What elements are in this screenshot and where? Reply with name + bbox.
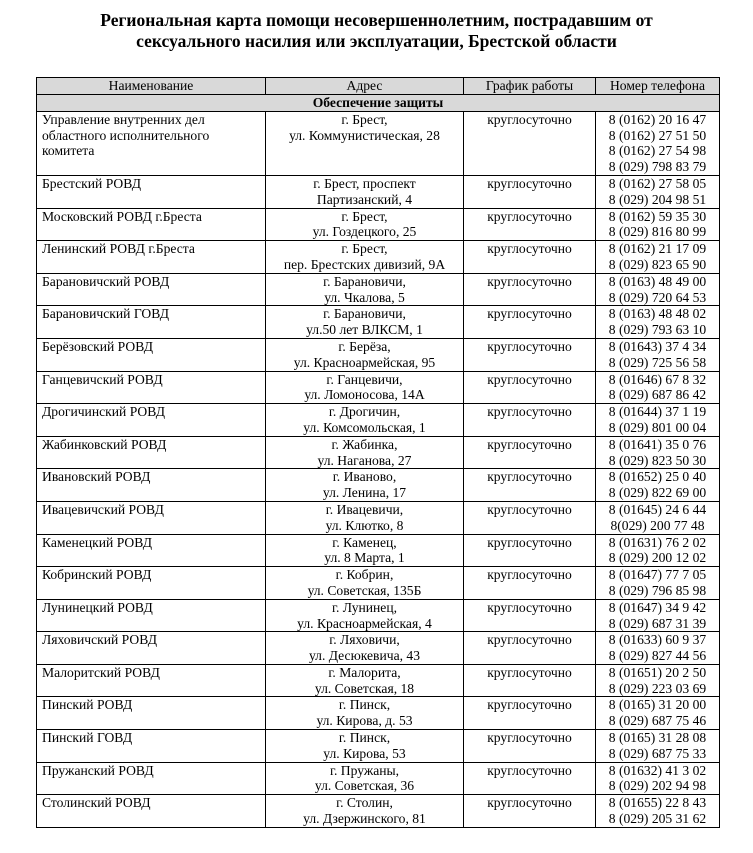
- cell-schedule-line: круглосуточно: [487, 371, 572, 387]
- cell-address: [266, 632, 464, 665]
- title-line-2: сексуального насилия или эксплуатации, Брестской области: [136, 31, 617, 51]
- cell-name-line: Берёзовский РОВД: [42, 338, 154, 354]
- cell-phone: [596, 697, 720, 730]
- cell-name-line: Пружанский РОВД: [42, 762, 154, 778]
- cell-address-line: г. Барановичи,: [323, 306, 406, 322]
- cell-address-line: ул. Клютко, 8: [325, 517, 404, 533]
- cell-address-line: ул. Коммунистическая, 28: [289, 127, 440, 143]
- cell-name-line: Барановичский РОВД: [42, 273, 170, 289]
- section-row: [37, 95, 720, 112]
- table-row: [37, 371, 720, 404]
- cell-schedule: [464, 469, 596, 502]
- cell-name-line: Кобринский РОВД: [42, 567, 152, 583]
- cell-phone-line: 8 (029) 202 94 98: [608, 778, 707, 794]
- cell-schedule-line: круглосуточно: [487, 111, 572, 127]
- cell-phone-line: 8 (0163) 48 48 02: [608, 306, 707, 322]
- cell-name: [37, 664, 266, 697]
- cell-phone-line: 8 (0162) 27 51 50: [608, 127, 707, 143]
- table-row: [37, 664, 720, 697]
- column-header-name: Наименование: [37, 78, 266, 95]
- cell-name: [37, 567, 266, 600]
- cell-address-line: ул. Комсомольская, 1: [303, 419, 426, 435]
- cell-name-line: Барановичский ГОВД: [42, 306, 170, 322]
- cell-address-line: Партизанский, 4: [316, 191, 413, 207]
- cell-address-line: ул. Советская, 36: [314, 778, 415, 794]
- cell-address-line: г. Пинск,: [338, 730, 391, 746]
- cell-name: [37, 599, 266, 632]
- table-header-row: [37, 78, 720, 95]
- cell-phone-line: 8 (01646) 67 8 32: [608, 371, 707, 387]
- cell-name-line: областного исполнительного: [42, 127, 210, 143]
- cell-address-line: г. Каменец,: [332, 534, 397, 550]
- cell-name: [37, 697, 266, 730]
- cell-name-line: Ляховичский РОВД: [42, 632, 158, 648]
- cell-schedule: [464, 404, 596, 437]
- cell-name-line: Управление внутренних дел: [42, 111, 205, 127]
- cell-address-line: ул. Советская, 135Б: [307, 582, 422, 598]
- cell-phone-line: 8 (01643) 37 4 34: [608, 338, 707, 354]
- cell-phone-line: 8 (029) 687 86 42: [608, 387, 707, 403]
- cell-schedule-line: круглосуточно: [487, 632, 572, 648]
- cell-name: [37, 632, 266, 665]
- column-header-phone: Номер телефона: [596, 78, 720, 95]
- table-row: [37, 762, 720, 795]
- cell-schedule: [464, 534, 596, 567]
- cell-address-line: г. Лунинец,: [331, 599, 398, 615]
- cell-phone-line: 8 (029) 801 00 04: [608, 419, 707, 435]
- cell-schedule-line: круглосуточно: [487, 436, 572, 452]
- cell-address-line: г. Брест,: [341, 208, 388, 224]
- cell-schedule: [464, 306, 596, 339]
- cell-address: [266, 664, 464, 697]
- cell-address: [266, 730, 464, 763]
- cell-name-line: Лунинецкий РОВД: [42, 599, 153, 615]
- cell-address-line: г. Брест, проспект: [313, 175, 416, 191]
- cell-address-line: ул. Кирова, д. 53: [316, 713, 413, 729]
- cell-address-line: ул. Красноармейская, 4: [297, 615, 432, 631]
- cell-phone: [596, 599, 720, 632]
- cell-phone-line: 8 (0163) 48 49 00: [608, 273, 707, 289]
- cell-phone-line: 8 (0162) 20 16 47: [608, 111, 707, 127]
- cell-phone-line: 8 (029) 223 03 69: [608, 680, 707, 696]
- cell-name-line: комитета: [42, 143, 95, 159]
- cell-address: [266, 795, 464, 828]
- cell-phone-line: 8 (01644) 37 1 19: [608, 404, 707, 420]
- table-row: [37, 175, 720, 208]
- cell-address-line: г. Иваново,: [332, 469, 397, 485]
- cell-name: [37, 436, 266, 469]
- title-line-1: Региональная карта помощи несовершеннолетним, пострадавшим от: [100, 10, 653, 30]
- cell-name: [37, 111, 266, 175]
- cell-address: [266, 501, 464, 534]
- cell-schedule: [464, 567, 596, 600]
- cell-phone-line: 8 (01641) 35 0 76: [608, 436, 707, 452]
- cell-address-line: ул. Гоздецкого, 25: [312, 224, 417, 240]
- cell-schedule-line: круглосуточно: [487, 273, 572, 289]
- cell-phone-line: 8 (01647) 77 7 05: [608, 567, 707, 583]
- cell-phone: [596, 567, 720, 600]
- cell-address: [266, 469, 464, 502]
- cell-name-line: Пинский РОВД: [42, 697, 133, 713]
- cell-phone: [596, 338, 720, 371]
- cell-name: [37, 795, 266, 828]
- cell-schedule: [464, 436, 596, 469]
- table-row: [37, 436, 720, 469]
- cell-name-line: Малоритский РОВД: [42, 664, 160, 680]
- cell-phone-line: 8 (0162) 27 58 05: [608, 175, 707, 191]
- cell-address: [266, 111, 464, 175]
- table-row: [37, 697, 720, 730]
- section-title: Обеспечение защиты: [37, 95, 720, 112]
- cell-address-line: г. Ганцевичи,: [326, 371, 403, 387]
- cell-phone-line: 8 (01633) 60 9 37: [608, 632, 707, 648]
- cell-schedule: [464, 762, 596, 795]
- cell-phone: [596, 795, 720, 828]
- table-row: [37, 273, 720, 306]
- cell-schedule: [464, 599, 596, 632]
- table-row: [37, 241, 720, 274]
- table-row: [37, 208, 720, 241]
- cell-name-line: Ивановский РОВД: [42, 469, 151, 485]
- table-row: [37, 632, 720, 665]
- cell-name: [37, 501, 266, 534]
- cell-name: [37, 175, 266, 208]
- cell-name-line: Дрогичинский РОВД: [42, 404, 166, 420]
- cell-phone: [596, 111, 720, 175]
- cell-address: [266, 175, 464, 208]
- cell-schedule: [464, 697, 596, 730]
- cell-schedule-line: круглосуточно: [487, 208, 572, 224]
- cell-address: [266, 404, 464, 437]
- cell-name-line: Пинский ГОВД: [42, 730, 133, 746]
- cell-schedule-line: круглосуточно: [487, 697, 572, 713]
- cell-schedule: [464, 175, 596, 208]
- table-row: [37, 599, 720, 632]
- cell-address-line: г. Пинск,: [338, 697, 391, 713]
- cell-schedule-line: круглосуточно: [487, 762, 572, 778]
- page-title: [0, 10, 753, 52]
- table-row: [37, 534, 720, 567]
- cell-phone: [596, 241, 720, 274]
- cell-phone-line: 8 (029) 793 63 10: [608, 322, 707, 338]
- cell-address-line: ул. Наганова, 27: [317, 452, 412, 468]
- cell-phone-line: 8 (0162) 59 35 30: [608, 208, 707, 224]
- cell-address: [266, 697, 464, 730]
- cell-address-line: г. Кобрин,: [335, 567, 394, 583]
- cell-phone-line: 8 (01647) 34 9 42: [608, 599, 707, 615]
- cell-phone-line: 8 (01652) 25 0 40: [608, 469, 707, 485]
- cell-address: [266, 534, 464, 567]
- cell-schedule-line: круглосуточно: [487, 241, 572, 257]
- cell-address: [266, 762, 464, 795]
- cell-address-line: г. Пружаны,: [329, 762, 400, 778]
- table-row: [37, 404, 720, 437]
- cell-name: [37, 534, 266, 567]
- cell-phone-line: 8 (01632) 41 3 02: [608, 762, 707, 778]
- table-row: [37, 111, 720, 175]
- cell-name-line: Московский РОВД г.Бреста: [42, 208, 202, 224]
- cell-schedule: [464, 501, 596, 534]
- cell-schedule-line: круглосуточно: [487, 306, 572, 322]
- cell-phone: [596, 175, 720, 208]
- cell-schedule: [464, 795, 596, 828]
- cell-address-line: г. Брест,: [341, 111, 388, 127]
- cell-phone-line: 8 (029) 796 85 98: [608, 582, 707, 598]
- cell-address: [266, 371, 464, 404]
- cell-address-line: ул. Дзержинского, 81: [303, 811, 426, 827]
- cell-phone-line: 8(029) 200 77 48: [610, 517, 705, 533]
- table-row: [37, 501, 720, 534]
- cell-schedule: [464, 730, 596, 763]
- cell-name: [37, 273, 266, 306]
- cell-phone: [596, 730, 720, 763]
- cell-phone-line: 8 (0165) 31 28 08: [608, 730, 707, 746]
- cell-address: [266, 273, 464, 306]
- contacts-table: [36, 77, 720, 828]
- cell-phone: [596, 208, 720, 241]
- cell-phone: [596, 436, 720, 469]
- cell-address-line: г. Дрогичин,: [328, 404, 401, 420]
- cell-phone-line: 8 (029) 827 44 56: [608, 648, 707, 664]
- cell-phone-line: 8 (029) 823 50 30: [608, 452, 707, 468]
- cell-schedule-line: круглосуточно: [487, 664, 572, 680]
- cell-address-line: г. Малорита,: [328, 664, 401, 680]
- table-row: [37, 306, 720, 339]
- cell-name-line: Столинский РОВД: [42, 795, 151, 811]
- cell-address-line: г. Брест,: [341, 241, 388, 257]
- cell-phone-line: 8 (0162) 27 54 98: [608, 143, 707, 159]
- column-header-address: Адрес: [266, 78, 464, 95]
- cell-schedule: [464, 664, 596, 697]
- cell-phone-line: 8 (01645) 24 6 44: [608, 501, 707, 517]
- cell-phone-line: 8 (029) 205 31 62: [608, 811, 707, 827]
- cell-address: [266, 599, 464, 632]
- cell-schedule-line: круглосуточно: [487, 175, 572, 191]
- cell-address-line: ул. 8 Марта, 1: [324, 550, 405, 566]
- cell-phone-line: 8 (029) 687 31 39: [608, 615, 707, 631]
- cell-address: [266, 208, 464, 241]
- cell-phone-line: 8 (029) 816 80 99: [608, 224, 707, 240]
- cell-phone: [596, 501, 720, 534]
- table-row: [37, 795, 720, 828]
- cell-address-line: г. Ивацевичи,: [325, 501, 404, 517]
- cell-name: [37, 371, 266, 404]
- cell-name: [37, 208, 266, 241]
- cell-name: [37, 241, 266, 274]
- cell-phone-line: 8 (029) 725 56 58: [608, 354, 707, 370]
- cell-schedule-line: круглосуточно: [487, 404, 572, 420]
- cell-name-line: Ганцевичский РОВД: [42, 371, 163, 387]
- cell-schedule-line: круглосуточно: [487, 599, 572, 615]
- cell-phone-line: 8 (01631) 76 2 02: [608, 534, 707, 550]
- cell-phone-line: 8 (0165) 31 20 00: [608, 697, 707, 713]
- cell-phone-line: 8 (0162) 21 17 09: [608, 241, 707, 257]
- cell-address: [266, 567, 464, 600]
- cell-schedule-line: круглосуточно: [487, 567, 572, 583]
- cell-phone: [596, 632, 720, 665]
- table-row: [37, 567, 720, 600]
- cell-address-line: ул. Кирова, 53: [323, 745, 406, 761]
- cell-schedule: [464, 338, 596, 371]
- cell-name-line: Ивацевичский РОВД: [42, 501, 164, 517]
- cell-phone-line: 8 (029) 204 98 51: [608, 191, 707, 207]
- cell-address: [266, 241, 464, 274]
- cell-address-line: г. Ляховичи,: [329, 632, 400, 648]
- cell-schedule: [464, 632, 596, 665]
- cell-phone-line: 8 (029) 687 75 33: [608, 745, 707, 761]
- table-row: [37, 338, 720, 371]
- cell-address: [266, 338, 464, 371]
- cell-phone: [596, 762, 720, 795]
- cell-schedule-line: круглосуточно: [487, 795, 572, 811]
- cell-address-line: г. Жабинка,: [331, 436, 398, 452]
- cell-phone-line: 8 (01655) 22 8 43: [608, 795, 707, 811]
- cell-schedule: [464, 208, 596, 241]
- cell-phone: [596, 273, 720, 306]
- cell-name: [37, 469, 266, 502]
- cell-schedule-line: круглосуточно: [487, 338, 572, 354]
- cell-address-line: ул. Красноармейская, 95: [293, 354, 436, 370]
- cell-phone: [596, 371, 720, 404]
- cell-schedule-line: круглосуточно: [487, 501, 572, 517]
- cell-schedule: [464, 273, 596, 306]
- cell-name: [37, 404, 266, 437]
- cell-name-line: Ленинский РОВД г.Бреста: [42, 241, 195, 257]
- cell-schedule: [464, 111, 596, 175]
- cell-schedule: [464, 241, 596, 274]
- cell-address-line: ул. Ленина, 17: [322, 485, 407, 501]
- cell-schedule-line: круглосуточно: [487, 534, 572, 550]
- cell-name: [37, 306, 266, 339]
- cell-address-line: ул. Чкалова, 5: [324, 289, 405, 305]
- cell-phone-line: 8 (029) 823 65 90: [608, 256, 707, 272]
- cell-phone-line: 8 (01651) 20 2 50: [608, 664, 707, 680]
- cell-schedule-line: круглосуточно: [487, 469, 572, 485]
- cell-address-line: ул.50 лет ВЛКСМ, 1: [306, 322, 423, 338]
- table-row: [37, 730, 720, 763]
- column-header-schedule: График работы: [464, 78, 596, 95]
- cell-address-line: г. Берёза,: [338, 338, 391, 354]
- cell-address-line: пер. Брестских дивизий, 9А: [283, 256, 446, 272]
- cell-schedule: [464, 371, 596, 404]
- cell-address-line: ул. Ломоносова, 14А: [304, 387, 425, 403]
- cell-phone: [596, 404, 720, 437]
- cell-phone: [596, 469, 720, 502]
- cell-address-line: г. Барановичи,: [323, 273, 406, 289]
- cell-address-line: ул. Десюкевича, 43: [308, 648, 421, 664]
- cell-phone-line: 8 (029) 720 64 53: [608, 289, 707, 305]
- cell-phone: [596, 306, 720, 339]
- cell-name-line: Каменецкий РОВД: [42, 534, 153, 550]
- cell-name: [37, 762, 266, 795]
- cell-name: [37, 338, 266, 371]
- cell-name: [37, 730, 266, 763]
- table-row: [37, 469, 720, 502]
- cell-name-line: Жабинковский РОВД: [42, 436, 167, 452]
- cell-name-line: Брестский РОВД: [42, 175, 142, 191]
- cell-phone-line: 8 (029) 822 69 00: [608, 485, 707, 501]
- cell-schedule-line: круглосуточно: [487, 730, 572, 746]
- cell-address-line: ул. Советская, 18: [314, 680, 415, 696]
- cell-phone-line: 8 (029) 798 83 79: [608, 159, 707, 175]
- cell-phone: [596, 664, 720, 697]
- table-body: [37, 95, 720, 828]
- cell-phone-line: 8 (029) 200 12 02: [608, 550, 707, 566]
- cell-address: [266, 306, 464, 339]
- cell-address-line: г. Столин,: [336, 795, 393, 811]
- cell-phone-line: 8 (029) 687 75 46: [608, 713, 707, 729]
- cell-phone: [596, 534, 720, 567]
- cell-address: [266, 436, 464, 469]
